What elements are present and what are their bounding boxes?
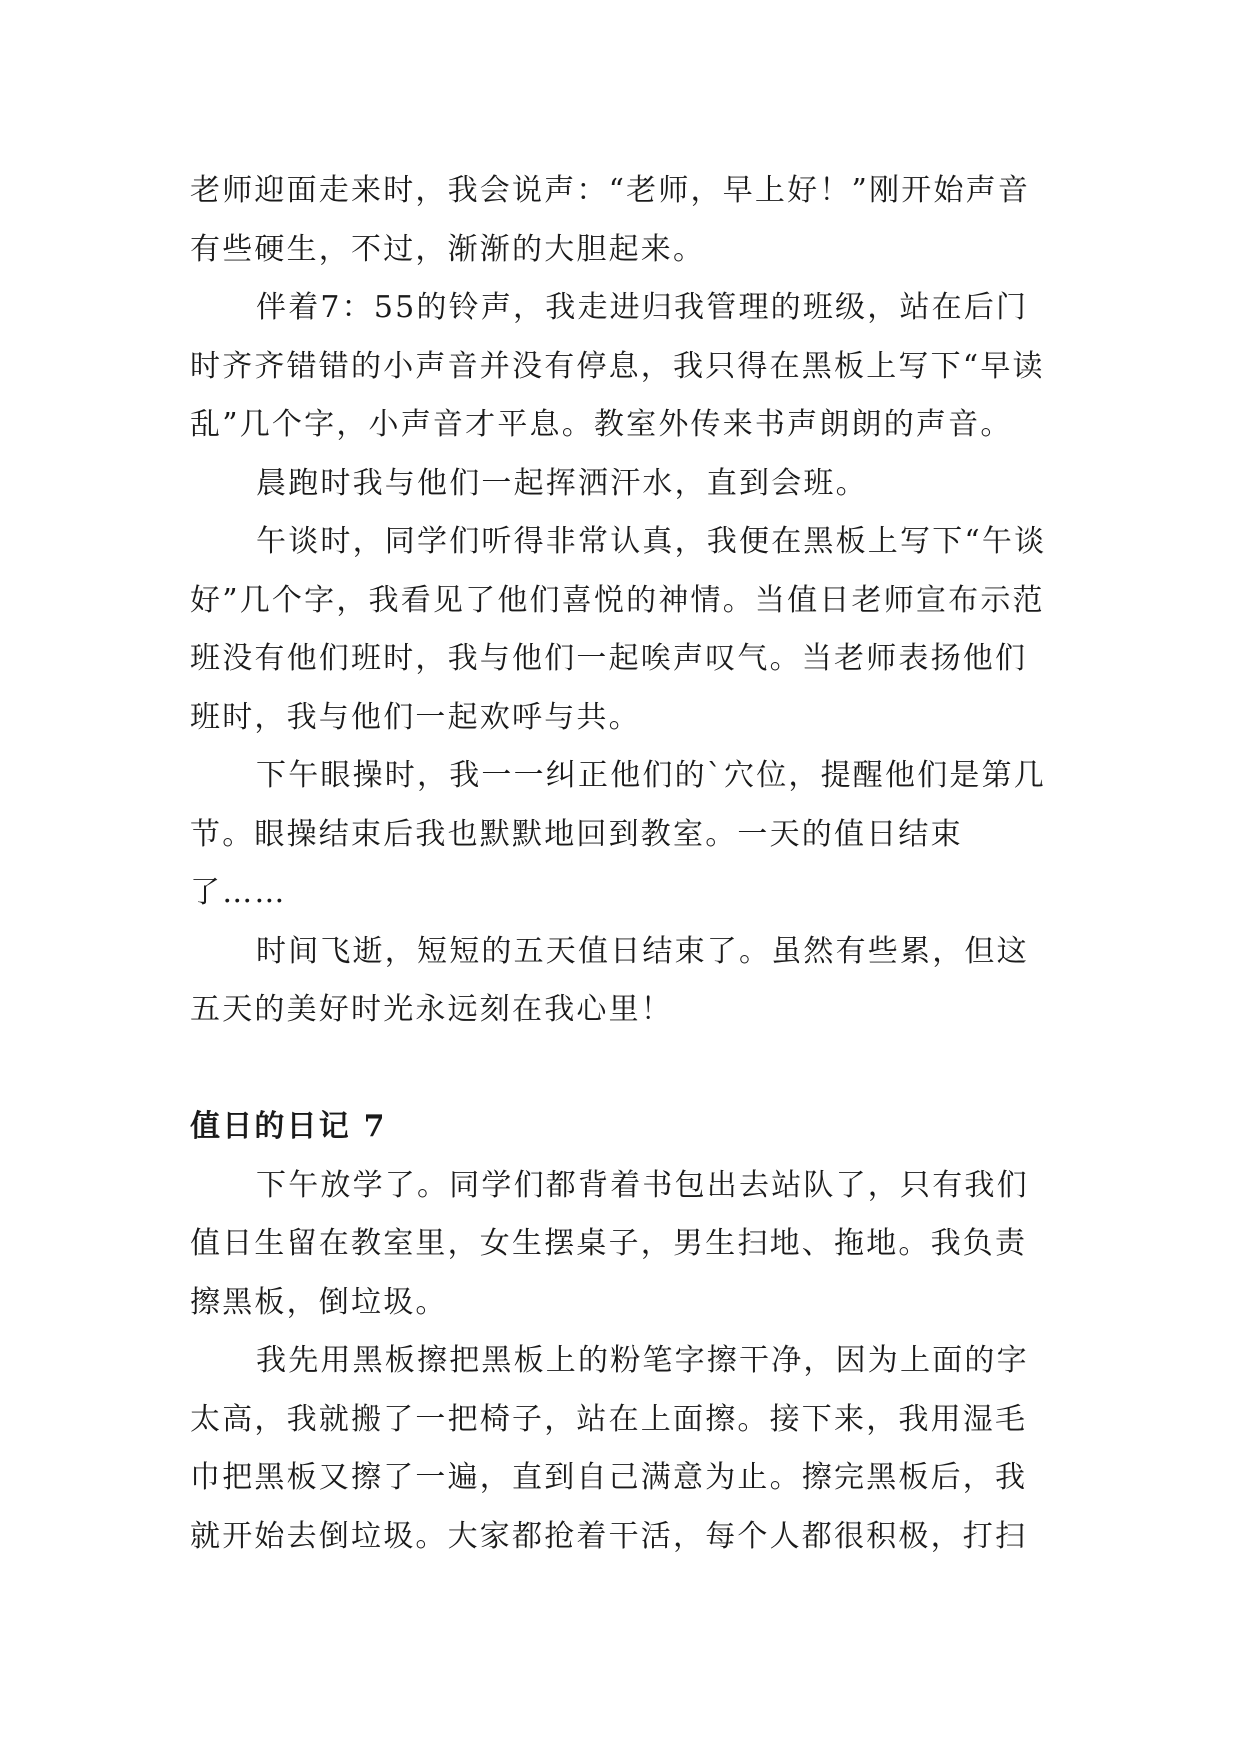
paragraph-continued: 老师迎面走来时，我会说声：“老师，早上好！”刚开始声音有些硬生，不过，渐渐的大胆起来。 — [190, 173, 1031, 267]
paragraph: 下午眼操时，我一一纠正他们的`穴位，提醒他们是第几节。眼操结束后我也默默地回到教室。一天的值日结束了…… — [190, 758, 1046, 910]
paragraph: 我先用黑板擦把黑板上的粉笔字擦干净，因为上面的字太高，我就搬了一把椅子，站在上面擦。接下来，我用湿毛巾把黑板又擦了一遍，直到自己满意为止。擦完黑板后，我就开始去倒垃圾。大家都抢着干活，每个人都很积极，打扫 — [190, 1343, 1029, 1554]
paragraph: 下午放学了。同学们都背着书包出去站队了，只有我们值日生留在教室里，女生摆桌子，男生扫地、拖地。我负责擦黑板，倒垃圾。 — [190, 1167, 1029, 1320]
document-body — [190, 162, 1050, 1566]
paragraph: 午谈时，同学们听得非常认真，我便在黑板上写下“午谈好”几个字，我看见了他们喜悦的神情。当值日老师宣布示范班没有他们班时，我与他们一起唉声叹气。当老师表扬他们班时，我与他们一起欢呼与共。 — [190, 524, 1047, 735]
paragraph: 晨跑时我与他们一起挥洒汗水，直到会班。 — [256, 465, 868, 501]
paragraph: 伴着7：55的铃声，我走进归我管理的班级，站在后门时齐齐错错的小声音并没有停息，我只得在黑板上写下“早读乱”几个字，小声音才平息。教室外传来书声朗朗的声音。 — [190, 290, 1045, 442]
paragraph: 时间飞逝，短短的五天值日结束了。虽然有些累，但这五天的美好时光永远刻在我心里！ — [190, 933, 1029, 1027]
section-title: 值日的日记 7 — [190, 1109, 387, 1144]
